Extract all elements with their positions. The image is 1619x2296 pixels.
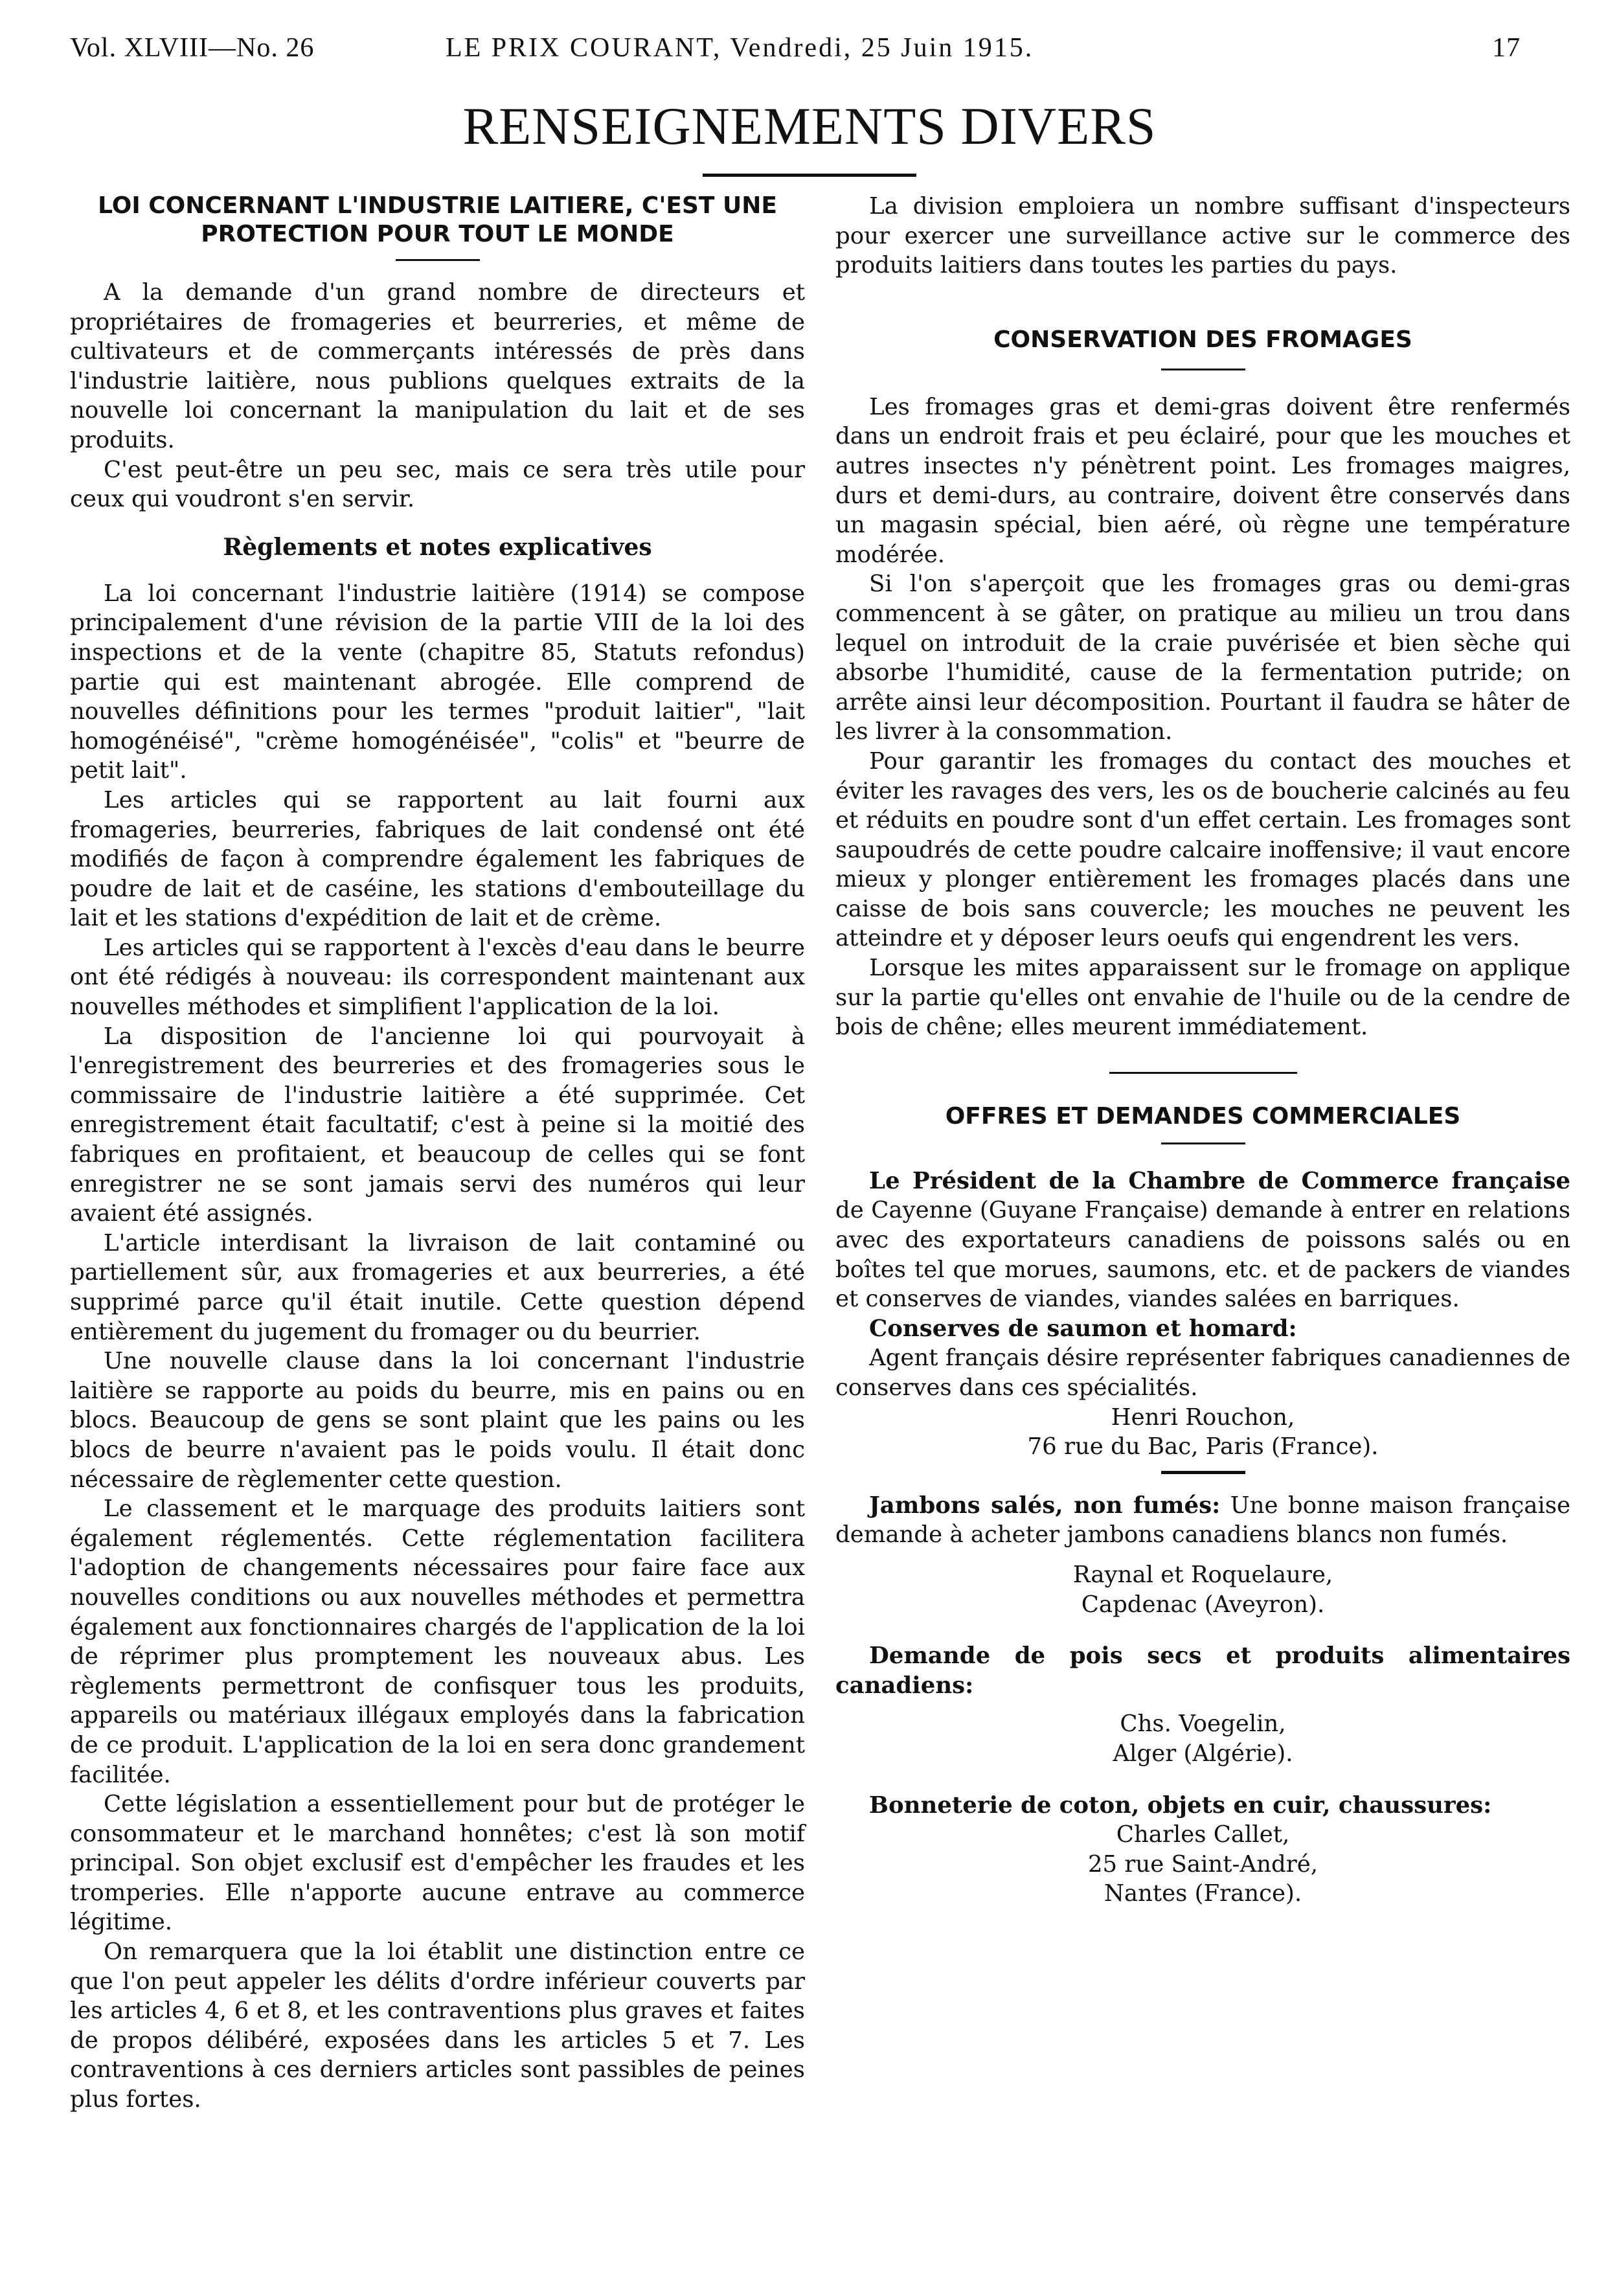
- divider: [1109, 1072, 1297, 1074]
- contact-name: Raynal et Roquelaure,: [1072, 1561, 1333, 1588]
- paragraph: Le classement et le marquage des produits laitiers sont également réglementés. Cette réglementation facilitera l'adoption de changements nécessaires pour faire face aux nouvelles conditions ou aux nouvelles méthodes et permettra également aux fonctionnaires chargés de l'application de la loi de réprimer plus promptement les nouveaux abus. Les règlements permettront de confisquer tous les produits, appareils ou matériaux illégaux employés dans la fabrication de ce produit. L'application de la loi en sera donc grandement facilitée.: [70, 1495, 805, 1788]
- entry-text: Une bonne maison française demande à acheter jambons canadiens blancs non fumés.: [835, 1492, 1570, 1549]
- contact-address: 76 rue du Bac, Paris (France).: [1027, 1433, 1379, 1461]
- divider: [396, 259, 480, 261]
- page-number: 17: [1492, 33, 1521, 63]
- paragraph: [835, 1791, 1570, 1821]
- title-rule: [703, 174, 916, 177]
- paragraph: Lorsque les mites apparaissent sur le fromage on applique sur la partie qu'elles ont envahie de l'huile ou de la cendre de bois de chêne; elles meurent immédiatement.: [835, 955, 1570, 1041]
- paragraph: Les fromages gras et demi-gras doivent être renfermés dans un endroit frais et peu éclairé, pour que les mouches et autres insectes n'y pénètrent point. Les fromages maigres, durs et demi-durs, au contraire, doivent être conservés dans un magasin spécial, bien aéré, où règne une température modérée.: [835, 393, 1570, 568]
- entry-heading: Jambons salés, non fumés:: [869, 1492, 1221, 1519]
- paragraph: Une nouvelle clause dans la loi concernant l'industrie laitière se rapporte au poids du beurre, mis en pains ou en blocs. Beaucoup de gens se sont plaint que les pains ou les blocs de beurre n'avaient pas le poids voulu. Il était donc nécessaire de règlementer cette question.: [70, 1348, 805, 1493]
- contact-name: Henri Rouchon,: [1111, 1404, 1295, 1431]
- entry-heading: Bonneterie de coton, objets en cuir, chaussures:: [869, 1791, 1492, 1819]
- divider: [1161, 369, 1245, 370]
- paragraph: L'article interdisant la livraison de lait contaminé ou partiellement sûr, aux fromageries et aux beurreries, a été supprimé parce qu'il était inutile. Cette question dépend entièrement du jugement du fromager ou du beurrier.: [70, 1229, 805, 1345]
- section-title: RENSEIGNEMENTS DIVERS: [462, 97, 1157, 155]
- publication-line: LE PRIX COURANT, Vendredi, 25 Juin 1915.: [446, 33, 1034, 63]
- subheading-regulations: Règlements et notes explicatives: [223, 533, 652, 561]
- contact-address: Nantes (France).: [1104, 1880, 1302, 1907]
- paragraph: On remarquera que la loi établit une distinction entre ce que l'on peut appeler les délits d'ordre inférieur couverts par les articles 4, 6 et 8, et les contraventions plus graves et faites de propos délibéré, exposées dans les articles 5 et 7. Les contraventions à ces derniers articles sont passibles de peines plus fortes.: [70, 1938, 805, 2113]
- contact-address: Capdenac (Aveyron).: [1081, 1591, 1325, 1618]
- entry-text: de Cayenne (Guyane Française) demande à entrer en relations avec des exportateurs canadiens de poissons salés ou en boîtes tel que morues, saumons, etc. et de packers de viandes et conserves de viandes, viandes salées en barriques.: [835, 1197, 1570, 1313]
- paragraph: La division emploiera un nombre suffisant d'inspecteurs pour exercer une surveillance active sur le commerce des produits laitiers dans toutes les parties du pays.: [835, 193, 1570, 279]
- paragraph: [835, 1166, 1570, 1314]
- volume-number: Vol. XLVIII—No. 26: [70, 33, 315, 63]
- contact-name: Charles Callet,: [1116, 1821, 1290, 1848]
- paragraph: Cette législation a essentiellement pour but de protéger le consommateur et le marchand honnêtes; c'est là son motif principal. Son objet exclusif est d'empêcher les fraudes et les tromperies. Elle n'apporte aucune entrave au commerce légitime.: [70, 1791, 805, 1936]
- entry-lead: Le Président de la Chambre de Commerce française: [869, 1167, 1570, 1194]
- article-title-cheese: CONSERVATION DES FROMAGES: [993, 326, 1412, 353]
- entry-heading: Conserves de saumon et homard:: [869, 1315, 1297, 1342]
- paragraph: La disposition de l'ancienne loi qui pourvoyait à l'enregistrement des beurreries et des fromageries sous le commissaire de l'industrie laitière a été supprimée. Cet enregistrement était facultatif; c'est à peine si la moitié des fabriques en profitaient, et beaucoup de celles qui se font enregistrer ne se sont jamais servi des numéros qui leur avaient été assignés.: [70, 1023, 805, 1227]
- article-title-dairy-law: LOI CONCERNANT L'INDUSTRIE LAITIERE, C'EST UNE PROTECTION POUR TOUT LE MONDE: [98, 192, 777, 247]
- paragraph: [835, 1641, 1570, 1700]
- article-title-commercial: OFFRES ET DEMANDES COMMERCIALES: [945, 1102, 1461, 1130]
- paragraph: La loi concernant l'industrie laitière (1914) se compose principalement d'une révision de la partie VIII de la loi des inspections et de la vente (chapitre 85, Statuts refondus) partie qui est maintenant abrogée. Elle comprend de nouvelles définitions pour les termes "produit laitier", "lait homogénéisé", "crème homogénéisée", "colis" et "beurre de petit lait".: [70, 580, 805, 784]
- paragraph: [835, 1491, 1570, 1550]
- contact-address: 25 rue Saint-André,: [1087, 1850, 1319, 1878]
- paragraph: Agent français désire représenter fabriques canadiennes de conserves dans ces spécialités.: [835, 1345, 1570, 1401]
- paragraph: Les articles qui se rapportent à l'excès d'eau dans le beurre ont été rédigés à nouveau: ils correspondent maintenant aux nouvelles méthodes et simplifient l'application de la loi.: [70, 934, 805, 1021]
- paragraph: [835, 1314, 1570, 1344]
- divider: [1161, 1142, 1245, 1144]
- left-column: [70, 192, 805, 2115]
- running-header: [70, 32, 1521, 78]
- divider: [1161, 1471, 1245, 1474]
- contact-address: Alger (Algérie).: [1113, 1740, 1293, 1767]
- paragraph: A la demande d'un grand nombre de directeurs et propriétaires de fromageries et beurreries, et même de cultivateurs et de commerçants intéressés de près dans l'industrie laitière, nous publions quelques extraits de la nouvelle loi concernant la manipulation du lait et de ses produits.: [70, 279, 805, 453]
- entry-heading: Demande de pois secs et produits alimentaires canadiens:: [835, 1642, 1570, 1699]
- paragraph: Les articles qui se rapportent au lait fourni aux fromageries, beurreries, fabriques de lait condensé ont été modifiés de façon à comprendre également les fabriques de poudre de lait et de caséine, les stations d'embouteillage du lait et les stations d'expédition de lait et de crème.: [70, 786, 805, 932]
- right-column: [835, 192, 1570, 1909]
- paragraph: C'est peut-être un peu sec, mais ce sera très utile pour ceux qui voudront s'en servir.: [70, 456, 805, 513]
- paragraph: Pour garantir les fromages du contact des mouches et éviter les ravages des vers, les os de boucherie calcinés au feu et réduits en poudre sont d'un effet certain. Les fromages sont saupoudrés de cette poudre calcaire inoffensive; il vaut encore mieux y plonger entièrement les fromages placés dans une caisse de bois sans couvercle; les mouches ne peuvent les atteindre et y déposer leurs oeufs qui engendrent les vers.: [835, 747, 1570, 952]
- paragraph: Si l'on s'aperçoit que les fromages gras ou demi-gras commencent à se gâter, on pratique au milieu un trou dans lequel on introduit de la craie puvérisée et bien sèche qui absorbe l'humidité, cause de la fermentation putride; on arrête ainsi leur décomposition. Pourtant il faudra se hâter de les livrer à la consommation.: [835, 571, 1570, 745]
- contact-name: Chs. Voegelin,: [1120, 1711, 1286, 1738]
